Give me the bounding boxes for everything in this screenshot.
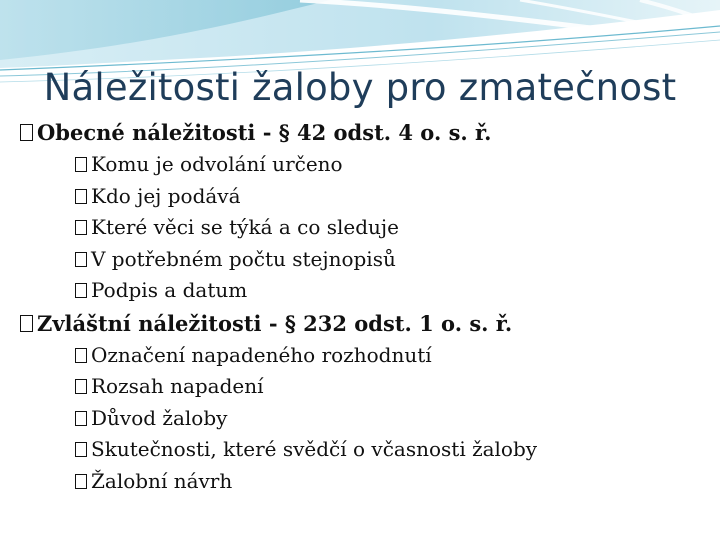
- page-title: Náležitosti žaloby pro zmatečnost: [43, 66, 677, 109]
- list-item: [20, 275, 710, 307]
- bullet-box-icon: [75, 157, 87, 172]
- slide-content: [20, 116, 710, 497]
- list-item-text: Rozsah napadení: [91, 374, 264, 398]
- list-item: [20, 149, 710, 181]
- bullet-box-icon: [75, 442, 87, 457]
- list-item: [20, 181, 710, 213]
- bullet-box-icon: [20, 315, 33, 332]
- bullet-box-icon: [75, 348, 87, 363]
- bullet-box-icon: [75, 379, 87, 394]
- list-item-text: Důvod žaloby: [91, 405, 228, 430]
- list-item-text: Označení napadeného rozhodnutí: [91, 342, 432, 367]
- bullet-box-icon: [75, 283, 87, 298]
- list-item: [20, 244, 710, 276]
- list-item: [20, 403, 710, 435]
- list-item-text: Skutečnosti, které svědčí o včasnosti žaloby: [91, 437, 538, 461]
- list-item: [20, 434, 710, 466]
- list-item: [20, 371, 710, 403]
- section-heading-text: Zvláštní náležitosti - § 232 odst. 1 o. s. ř.: [37, 310, 513, 336]
- section-heading-general: [20, 116, 710, 149]
- list-item-text: V potřebném počtu stejnopisů: [91, 246, 396, 271]
- list-item-text: Kdo jej podává: [91, 183, 241, 208]
- bullet-box-icon: [75, 411, 87, 426]
- section-heading-text: Obecné náležitosti - § 42 odst. 4 o. s. ř.: [37, 120, 492, 145]
- bullet-box-icon: [20, 124, 33, 141]
- list-item-text: Které věci se týká a co sleduje: [91, 215, 399, 239]
- list-item: [20, 212, 710, 244]
- bullet-box-icon: [75, 189, 87, 204]
- bullet-box-icon: [75, 220, 87, 235]
- bullet-box-icon: [75, 474, 87, 489]
- list-item-text: Podpis a datum: [91, 278, 248, 302]
- section-heading-special: [20, 307, 710, 340]
- list-item-text: Žalobní návrh: [91, 468, 233, 493]
- list-item: [20, 466, 710, 498]
- bullet-box-icon: [75, 252, 87, 267]
- list-item-text: Komu je odvolání určeno: [91, 152, 343, 176]
- list-item: [20, 340, 710, 372]
